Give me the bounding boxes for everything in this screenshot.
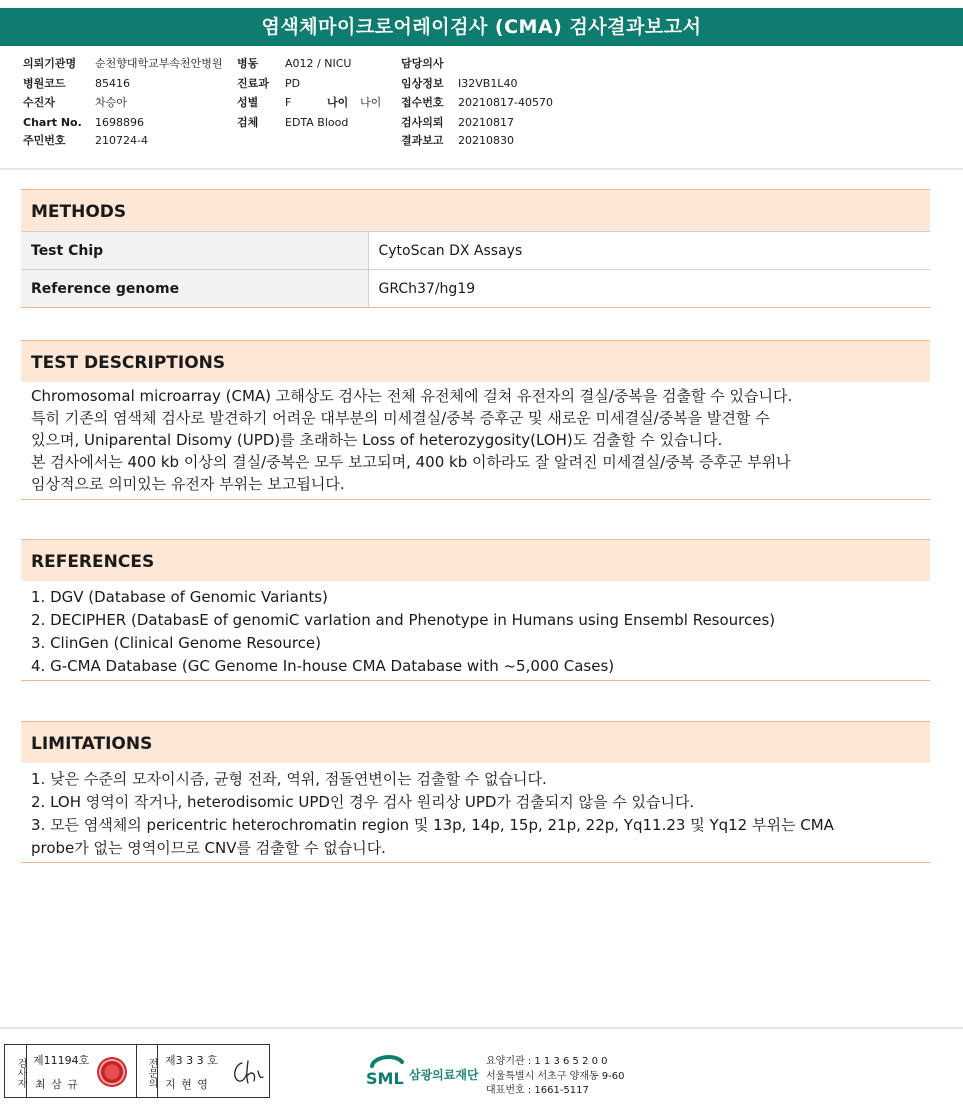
header-field-receipt-no: 접수번호 20210817-40570 [401, 96, 553, 109]
list-item: 2. LOH 영역이 작거나, heterodisomic UPD인 경우 검사 원리상 UPD가 검출되지 않을 수 있습니다. [31, 793, 695, 811]
header-field-doctor: 담당의사 [401, 57, 444, 70]
references-heading: REFERENCES [21, 539, 930, 581]
methods-value: CytoScan DX Assays [368, 232, 930, 270]
header-field-department: 진료과 PD [237, 77, 301, 90]
sml-logo-icon [366, 1052, 408, 1090]
test-descriptions-section [21, 340, 930, 500]
specialist-label: 전문의 [136, 1045, 158, 1097]
footer-divider [0, 1027, 963, 1029]
list-item: 3. ClinGen (Clinical Genome Resource) [31, 634, 322, 652]
table-row [21, 232, 930, 270]
specialist-name: 지 현 영 [165, 1078, 209, 1091]
specialist-license-no: 제3 3 3 호 [165, 1054, 218, 1067]
description-line: 임상적으로 의미있는 유전자 부위는 보고됩니다. [31, 475, 345, 493]
references-section [21, 539, 930, 681]
methods-section [21, 189, 930, 308]
description-line: 본 검사에서는 400 kb 이상의 결실/중복은 모두 보고되며, 400 kb 이하라도 잘 알려진 미세결실/중복 증후군 부위나 [31, 453, 791, 471]
header-field-institution: 의뢰기관명 순천향대학교부속천안병원 [23, 57, 223, 70]
signature-icon [230, 1057, 266, 1087]
methods-key: Test Chip [21, 232, 368, 270]
header-field-clinical-info: 임상정보 I32VB1L40 [401, 77, 518, 90]
header-field-ward: 병동 A012 / NICU [237, 57, 352, 70]
list-item: 4. G-CMA Database (GC Genome In-house CMA Database with ~5,000 Cases) [31, 657, 615, 675]
methods-heading: METHODS [21, 189, 930, 231]
list-item: 2. DECIPHER (DatabasE of genomiC varIation and Phenotype in Humans using Ensembl Resources) [31, 611, 776, 629]
limitations-heading: LIMITATIONS [21, 721, 930, 763]
header-field-sex: 성별 F [237, 96, 292, 109]
address: 서울특별시 서초구 양재동 9-60 [486, 1071, 625, 1082]
examiner-license-no: 제11194호 [33, 1054, 90, 1067]
signature-box [4, 1044, 270, 1098]
header-field-resident-no: 주민번호 210724-4 [23, 134, 148, 147]
header-divider [0, 168, 963, 170]
examiner-label: 검사자 [5, 1045, 27, 1097]
test-descriptions-body [21, 382, 930, 500]
report-title: 염색체마이크로어레이검사 (CMA) 검사결과보고서 [0, 8, 963, 46]
header-field-report-date: 결과보고 20210830 [401, 134, 514, 147]
list-item: 1. DGV (Database of Genomic Variants) [31, 588, 328, 606]
header-field-request-date: 검사의뢰 20210817 [401, 116, 514, 129]
header-field-hospital-code: 병원코드 85416 [23, 77, 130, 90]
description-line: Chromosomal microarray (CMA) 고해상도 검사는 전체 유전체에 걸쳐 유전자의 결실/중복을 검출할 수 있습니다. [31, 387, 793, 405]
header-field-chart-no: Chart No. 1698896 [23, 116, 144, 129]
methods-value: GRCh37/hg19 [368, 270, 930, 308]
examiner-name: 최 삼 규 [35, 1078, 79, 1091]
description-line: 특히 기존의 염색체 검사로 발견하기 어려운 대부분의 미세결실/중복 증후군 및 새로운 미세결실/중복을 발견할 수 [31, 409, 770, 427]
test-descriptions-heading: TEST DESCRIPTIONS [21, 340, 930, 382]
header-field-specimen: 검체 EDTA Blood [237, 116, 349, 129]
header-field-patient: 수진자 차승아 [23, 96, 127, 109]
phone-number: 대표번호 : 1661-5117 [486, 1085, 589, 1096]
methods-table [21, 231, 930, 308]
list-item: 1. 낮은 수준의 모자이시즘, 균형 전좌, 역위, 점돌연변이는 검출할 수 없습니다. [31, 770, 547, 788]
sml-logo-text: SML [366, 1069, 404, 1088]
methods-key: Reference genome [21, 270, 368, 308]
header-field-age: 나이 나이 [327, 96, 382, 109]
foundation-name: 삼광의료재단 [409, 1068, 479, 1082]
seal-stamp-icon [97, 1057, 127, 1087]
table-row [21, 270, 930, 308]
description-line: 있으며, Uniparental Disomy (UPD)를 초래하는 Loss of heterozygosity(LOH)도 검출할 수 있습니다. [31, 431, 723, 449]
institution-code: 요양기관 : 1 1 3 6 5 2 0 0 [486, 1056, 608, 1067]
limitations-list [21, 763, 930, 863]
list-item: 3. 모든 염색체의 pericentric heterochromatin region 및 13p, 14p, 15p, 21p, 22p, Yq11.23 및 Yq12 부위는 CMA [31, 816, 834, 834]
limitations-section [21, 721, 930, 863]
list-item: probe가 없는 영역이므로 CNV를 검출할 수 없습니다. [31, 839, 386, 857]
references-list [21, 581, 930, 681]
